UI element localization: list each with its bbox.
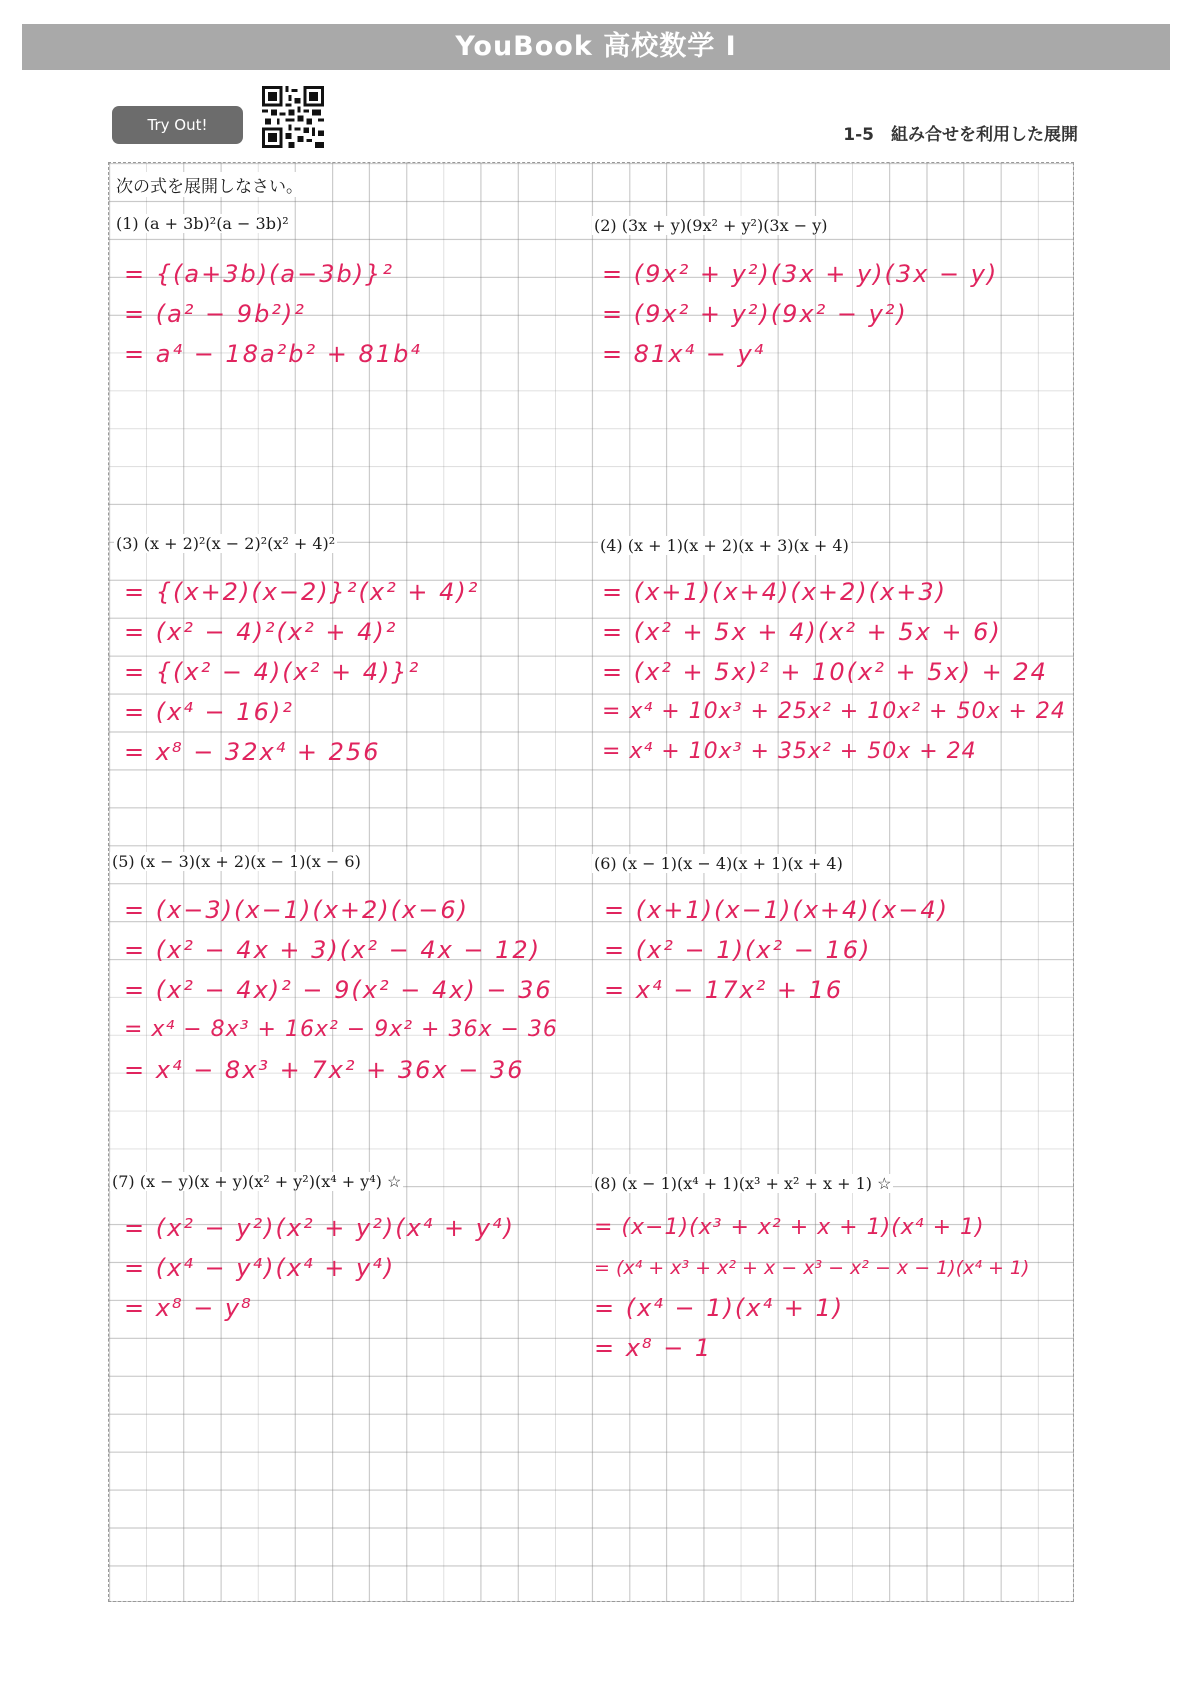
instruction-text: 次の式を展開しなさい。 (114, 172, 305, 197)
section-title: 1-5 組み合せを利用した展開 (843, 125, 1078, 145)
answer-line: = x⁸ − 32x⁴ + 256 (124, 738, 381, 766)
answer-line: = (x² − 4x + 3)(x² − 4x − 12) (124, 936, 542, 964)
answer-line: = (x⁴ + x³ + x² + x − x³ − x² − x − 1)(x⁴ + 1) (594, 1257, 1030, 1279)
try-out-button[interactable]: Try Out! (112, 106, 243, 144)
problem-2-answer (602, 254, 998, 374)
header-banner (22, 24, 1170, 70)
answer-line: = x⁴ − 17x² + 16 (604, 976, 844, 1004)
answer-line: = (x−1)(x³ + x² + x + 1)(x⁴ + 1) (594, 1215, 985, 1240)
answer-line: = x⁸ − 1 (594, 1334, 713, 1362)
problem-7-answer (124, 1208, 515, 1328)
problem-3-answer (124, 572, 479, 772)
problem-3-prompt: (3) (x + 2)²(x − 2)²(x² + 4)² (116, 534, 336, 553)
answer-line: = {(x+2)(x−2)}²(x² + 4)² (124, 578, 480, 606)
problem-5-answer (124, 890, 558, 1090)
answer-line: = x⁴ + 10x³ + 35x² + 50x + 24 (602, 739, 977, 764)
answer-line: = (9x² + y²)(9x² − y²) (602, 300, 908, 328)
answer-line: = x⁸ − y⁸ (124, 1294, 253, 1322)
problem-2-prompt: (2) (3x + y)(9x² + y²)(3x − y) (594, 216, 828, 235)
problem-6-answer (604, 890, 949, 1010)
problem-1-answer (124, 254, 422, 374)
answer-line: = (x² − 4x)² − 9(x² − 4x) − 36 (124, 976, 553, 1004)
problem-8-prompt: (8) (x − 1)(x⁴ + 1)(x³ + x² + x + 1) ☆ (594, 1174, 892, 1193)
answer-line: = {(x² − 4)(x² + 4)}² (124, 658, 421, 686)
answer-line: = (x⁴ − 16)² (124, 698, 294, 726)
problem-4-answer (602, 572, 1066, 772)
problem-7-prompt: (7) (x − y)(x + y)(x² + y²)(x⁴ + y⁴) ☆ (112, 1172, 402, 1191)
problem-6-prompt: (6) (x − 1)(x − 4)(x + 1)(x + 4) (594, 854, 843, 873)
answer-line: = (9x² + y²)(3x + y)(3x − y) (602, 260, 999, 288)
answer-line: = x⁴ + 10x³ + 25x² + 10x² + 50x + 24 (602, 699, 1066, 724)
problem-1-prompt: (1) (a + 3b)²(a − 3b)² (116, 214, 289, 233)
answer-line: = (x+1)(x+4)(x+2)(x+3) (602, 578, 947, 606)
answer-line: = (x+1)(x−1)(x+4)(x−4) (604, 896, 949, 924)
grid-paper (108, 162, 1074, 1602)
answer-line: = (x² − 4)²(x² + 4)² (124, 618, 398, 646)
answer-line: = (x² − y²)(x² + y²)(x⁴ + y⁴) (124, 1214, 515, 1242)
answer-line: = (a² − 9b²)² (124, 300, 306, 328)
qr-code-icon[interactable] (262, 86, 324, 148)
answer-line: = (x⁴ − y⁴)(x⁴ + y⁴) (124, 1254, 396, 1282)
book-title: YouBook 高校数学 I (455, 31, 737, 62)
answer-line: = (x⁴ − 1)(x⁴ + 1) (594, 1294, 845, 1322)
answer-line: = a⁴ − 18a²b² + 81b⁴ (124, 340, 422, 368)
problem-8-answer (594, 1208, 1029, 1368)
answer-line: = (x−3)(x−1)(x+2)(x−6) (124, 896, 469, 924)
answer-line: = x⁴ − 8x³ + 16x² − 9x² + 36x − 36 (124, 1017, 558, 1042)
answer-line: = x⁴ − 8x³ + 7x² + 36x − 36 (124, 1056, 525, 1084)
problem-5-prompt: (5) (x − 3)(x + 2)(x − 1)(x − 6) (112, 852, 361, 871)
answer-line: = (x² − 1)(x² − 16) (604, 936, 872, 964)
answer-line: = (x² + 5x + 4)(x² + 5x + 6) (602, 618, 1002, 646)
answer-line: = (x² + 5x)² + 10(x² + 5x) + 24 (602, 658, 1048, 686)
answer-line: = {(a+3b)(a−3b)}² (124, 260, 394, 288)
answer-line: = 81x⁴ − y⁴ (602, 340, 766, 368)
problem-4-prompt: (4) (x + 1)(x + 2)(x + 3)(x + 4) (600, 536, 849, 555)
